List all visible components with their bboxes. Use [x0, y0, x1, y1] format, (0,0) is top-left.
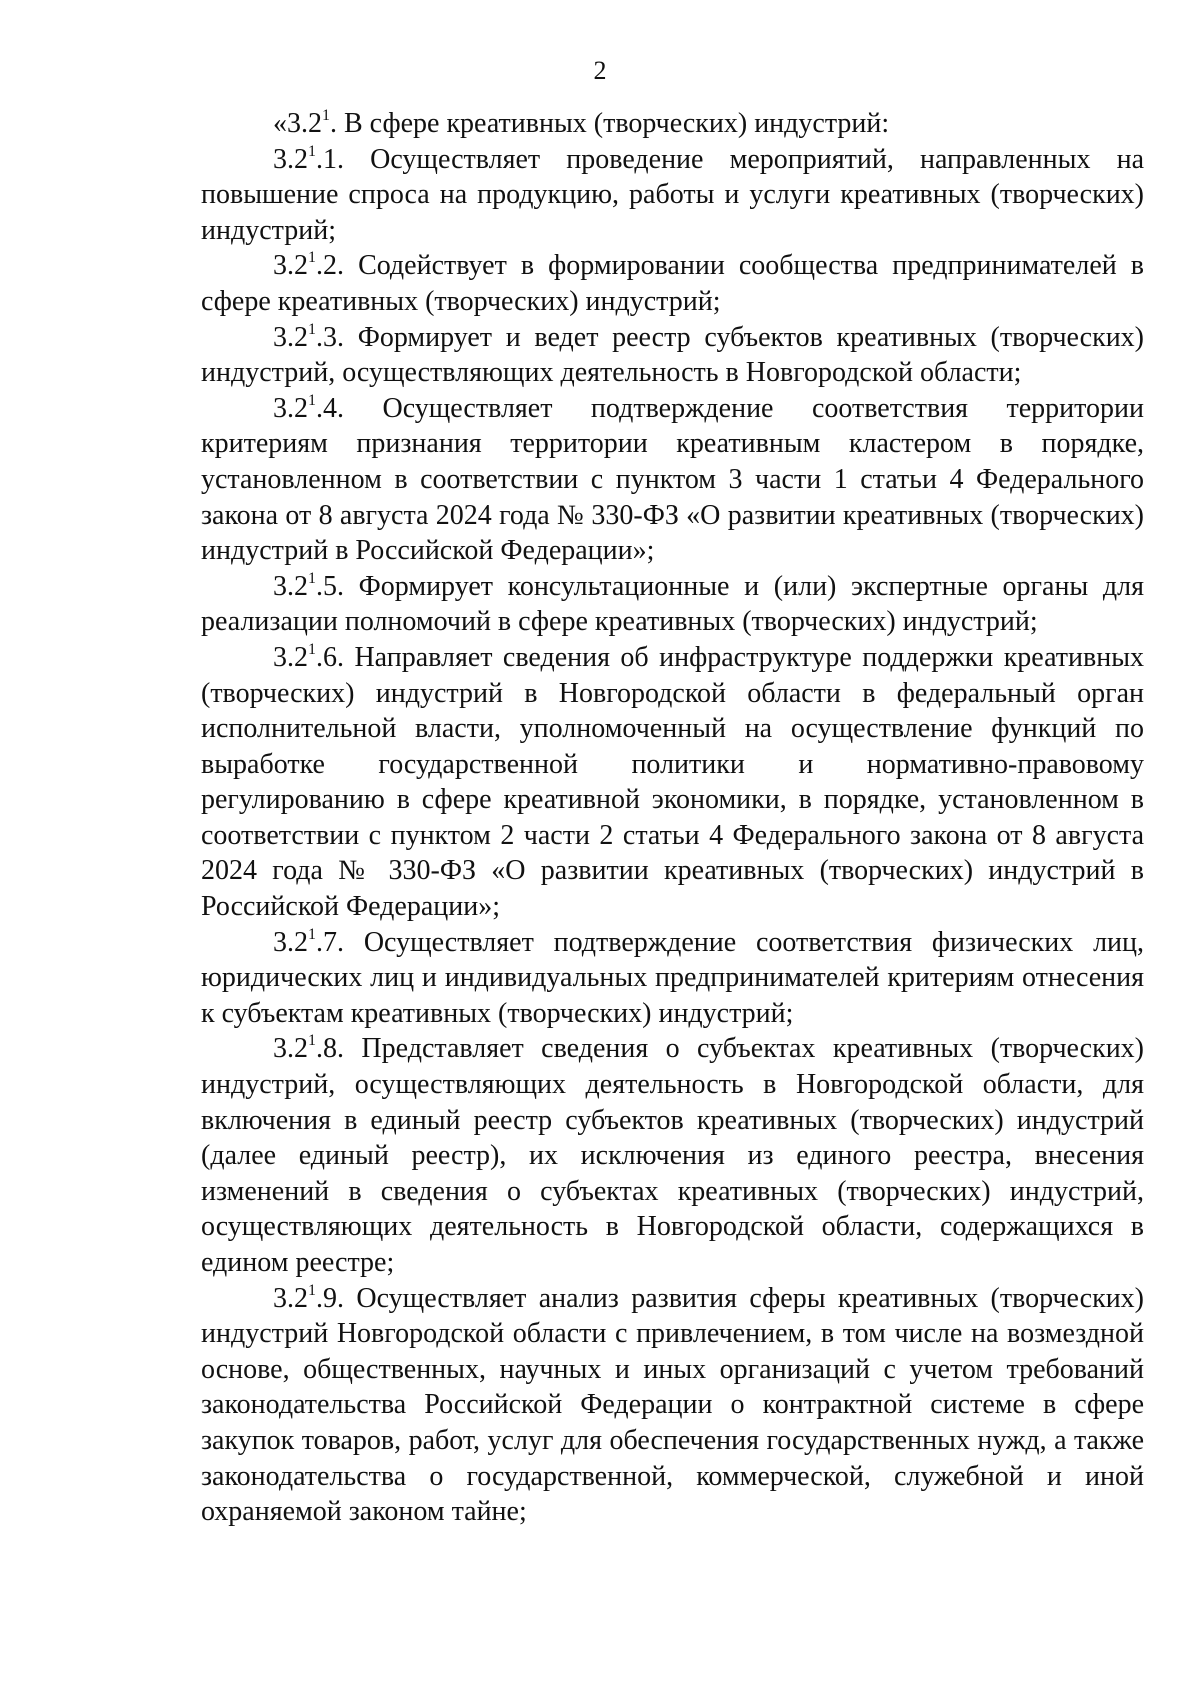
clause-prefix: 3.2	[273, 641, 308, 673]
clause-superscript: 1	[308, 1032, 316, 1050]
clause-text: Осуществляет проведение мероприятий, направленных на повышение спроса на продукцию, работы и услуги креативных (творческих) индустрий;	[201, 143, 1145, 246]
clause-3-2-1-5	[201, 569, 1144, 640]
clause-text: Осуществляет подтверждение соответствия территории критериям признания территории креативным кластером в порядке, установленном в соответствии с пунктом 3 части 1 статьи 4 Федерального закона от 8 августа 2024 года № 330-ФЗ «О развитии креативных (творческих) индустрий в Российской Федерации»;	[201, 392, 1144, 567]
clause-superscript: 1	[308, 320, 316, 338]
clause-number: .8.	[316, 1033, 344, 1065]
section-heading	[201, 106, 1144, 142]
clause-number: .4.	[316, 392, 344, 424]
clause-3-2-1-2	[201, 248, 1144, 319]
clause-prefix: 3.2	[273, 321, 308, 353]
clause-text: Осуществляет подтверждение соответствия физических лиц, юридических лиц и индивидуальных предпринимателей критериям отнесения к субъектам креативных (творческих) индустрий;	[201, 926, 1145, 1029]
clause-superscript: 1	[308, 142, 316, 160]
clause-prefix: 3.2	[273, 143, 308, 175]
clause-3-2-1-7	[201, 925, 1144, 1032]
clause-superscript: 1	[308, 640, 316, 658]
clause-text: Осуществляет анализ развития сферы креативных (творческих) индустрий Новгородской области с привлечением, в том числе на возмездной основе, общественных, научных и иных организаций с учетом требований законодательства Российской Федерации о контрактной системе в сфере закупок товаров, работ, услуг для обеспечения государственных нужд, а также законодательства о государственной, коммерческой, служебной и иной охраняемой законом тайне;	[201, 1282, 1144, 1528]
clause-number: .5.	[316, 570, 344, 602]
clause-3-2-1-4	[201, 391, 1144, 569]
heading-text: . В сфере креативных (творческих) индустрий:	[330, 108, 890, 139]
clause-text: Формирует и ведет реестр субъектов креативных (творческих) индустрий, осуществляющих деятельность в Новгородской области;	[201, 321, 1144, 389]
clause-text: Представляет сведения о субъектах креативных (творческих) индустрий, осуществляющих деятельность в Новгородской области, для включения в единый реестр субъектов креативных (творческих) индустрий (далее единый реестр), их исключения из единого реестра, внесения изменений в сведения о субъектах креативных (творческих) индустрий, осуществляющих деятельность в Новгородской области, содержащихся в едином реестре;	[201, 1033, 1145, 1278]
clause-superscript: 1	[308, 569, 316, 587]
clause-prefix: 3.2	[273, 926, 308, 958]
clause-3-2-1-6	[201, 640, 1144, 925]
clause-prefix: 3.2	[273, 392, 308, 424]
heading-prefix: «3.2	[273, 108, 322, 139]
clause-prefix: 3.2	[273, 250, 308, 282]
clause-number: .9.	[316, 1282, 344, 1314]
clause-superscript: 1	[308, 1281, 316, 1299]
document-body	[201, 106, 1144, 1530]
clause-number: .7.	[316, 926, 344, 958]
clause-prefix: 3.2	[273, 1033, 308, 1065]
clause-superscript: 1	[308, 249, 316, 267]
clause-3-2-1-1	[201, 142, 1144, 249]
clause-superscript: 1	[308, 391, 316, 409]
clause-3-2-1-9	[201, 1281, 1144, 1530]
heading-superscript: 1	[322, 107, 330, 124]
clause-3-2-1-3	[201, 320, 1144, 391]
clause-text: Формирует консультационные и (или) экспертные органы для реализации полномочий в сфере креативных (творческих) индустрий;	[201, 570, 1144, 638]
clause-number: .2.	[316, 250, 344, 282]
clause-number: .6.	[316, 641, 344, 673]
clause-text: Содействует в формировании сообщества предпринимателей в сфере креативных (творческих) индустрий;	[201, 250, 1145, 317]
clause-prefix: 3.2	[273, 1282, 308, 1314]
page-number: 2	[593, 56, 607, 85]
clause-prefix: 3.2	[273, 570, 308, 602]
clause-superscript: 1	[308, 925, 316, 943]
clause-3-2-1-8	[201, 1031, 1144, 1280]
clause-number: .1.	[316, 143, 344, 175]
clause-text: Направляет сведения об инфраструктуре поддержки креативных (творческих) индустрий в Новгородской области в федеральный орган исполнительной власти, уполномоченный на осуществление функций по выработке государственной политики и нормативно-правовому регулированию в сфере креативной экономики, в порядке, установленном в соответствии с пунктом 2 части 2 статьи 4 Федерального закона от 8 августа 2024 года № 330-ФЗ «О развитии креативных (творческих) индустрий в Российской Федерации»;	[201, 641, 1145, 923]
clause-number: .3.	[316, 321, 344, 353]
